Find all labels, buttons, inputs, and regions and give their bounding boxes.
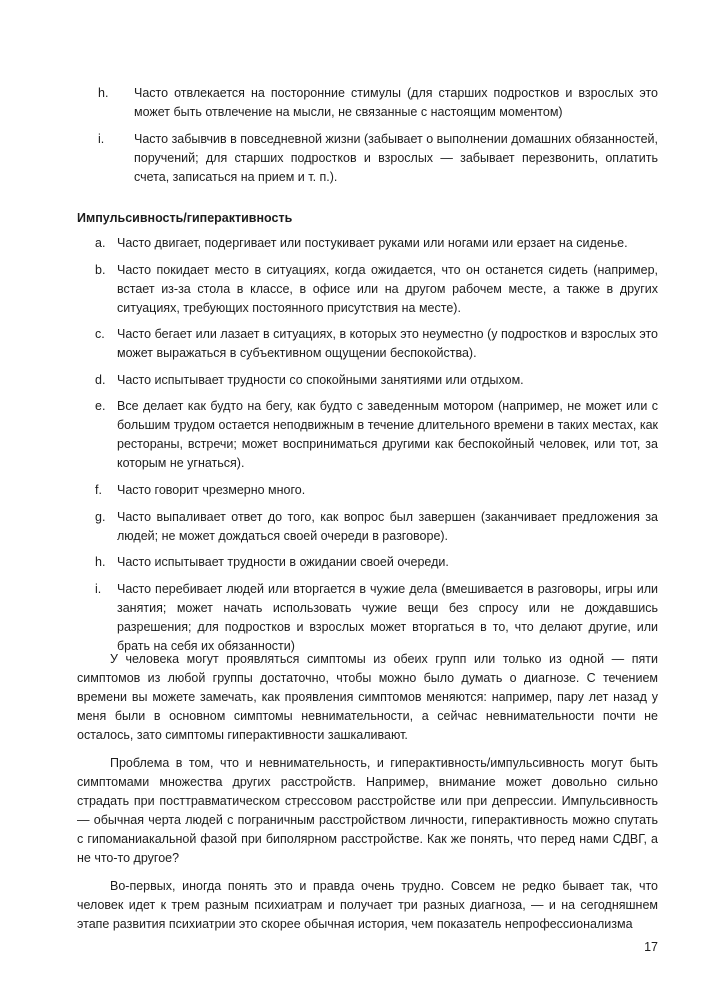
list-marker: d.	[95, 372, 106, 387]
list-marker: i.	[98, 132, 105, 146]
list-item-text: Часто двигает, подергивает или постукивает руками или ногами или ерзает на сиденье.	[117, 236, 628, 250]
list-marker: h.	[95, 555, 106, 570]
list-marker: i.	[95, 581, 102, 596]
list-marker: h.	[98, 86, 109, 100]
list-item-text: Часто испытывает трудности со спокойными занятиями или отдыхом.	[117, 372, 524, 387]
page-number: 17	[644, 940, 658, 954]
list-item-text: Часто забывчив в повседневной жизни (забывает о выполнении домашних обязанностей, поручений; для старших подростков и взрослых — забывает перезвонить, оплатить счета, записаться на прием и т. п.).	[134, 132, 658, 184]
list-item	[95, 325, 658, 363]
list-item	[95, 553, 658, 572]
body-text	[77, 650, 658, 943]
paragraph: У человека могут проявляться симптомы из обеих групп или только из одной — пяти симптомов из любой группы достаточно, чтобы можно было думать о диагнозе. С течением времени вы можете замечать, как проявления симптомов меняются: например, пару лет назад у меня были в основном симптомы невнимательности, а сейчас невнимательности почти не осталось, зато симптомы гиперактивности зашкаливают.	[77, 652, 658, 742]
list-item	[95, 261, 658, 318]
list-item-text: Все делает как будто на бегу, как будто с заведенным мотором (например, не может или с большим трудом остается неподвижным в течение длительного времени в таких местах, как рестораны, встречи; может восприниматься другими как беспокойный человек, или тот, за которым не угнаться).	[117, 399, 658, 471]
list-item-text: Часто покидает место в ситуациях, когда ожидается, что он останется сидеть (например, встает из-за стола в классе, в офисе или на другом рабочем месте, а также в других ситуациях, требующих постоянного присутствия на месте).	[117, 262, 658, 315]
list-item	[95, 580, 658, 656]
list-marker: c.	[95, 327, 105, 342]
list-marker: b.	[95, 262, 106, 277]
list-item-text: Часто бегает или лазает в ситуациях, в которых это неуместно (у подростков и взрослых это может выражаться в субъективном ощущении беспокойства).	[117, 327, 658, 361]
list-marker: a.	[95, 236, 106, 250]
list-item-text: Часто перебивает людей или вторгается в чужие дела (вмешивается в разговоры, игры или занятия; может начать использовать чужие вещи без спросу или не дождавшись разрешения; для подростков и взрослых может вторгаться в то, что делают другие, или брать на себя их обязанности)	[117, 581, 658, 653]
section-heading: Импульсивность/гиперактивность	[77, 211, 293, 225]
paragraph: Проблема в том, что и невнимательность, и гиперактивность/импульсивность могут быть симптомами множества других расстройств. Например, внимание может довольно сильно страдать при посттравматическом стрессовом расстройстве или при депрессии. Импульсивность — обычная черта людей с пограничным расстройством личности, гиперактивность можно спутать с гипоманиакальной фазой при биполярном расстройстве. Как же понять, что перед нами СДВГ, а не что-то другое?	[77, 756, 658, 865]
list-item	[95, 397, 658, 473]
list-item	[95, 234, 658, 253]
list-item	[95, 481, 658, 500]
paragraph: Во-первых, иногда понять это и правда очень трудно. Совсем не редко бывает так, что человек идет к трем разным психиатрам и получает три разных диагноза, — и на сегодняшнем этапе развития психиатрии это скорее обычная история, чем показатель непрофессионализма	[77, 879, 658, 931]
list-item	[98, 130, 658, 187]
list-item-text: Часто говорит чрезмерно много.	[117, 482, 306, 497]
impulsivity-list	[95, 234, 658, 663]
list-item-text: Часто испытывает трудности в ожидании своей очереди.	[117, 555, 449, 570]
list-item	[95, 371, 658, 390]
list-item	[95, 508, 658, 546]
list-item-text: Часто выпаливает ответ до того, как вопрос был завершен (заканчивает предложения за людей; не может дождаться своей очереди в разговоре).	[117, 509, 658, 543]
list-item-text: Часто отвлекается на посторонние стимулы (для старших подростков и взрослых это может быть отвлечение на мысли, не связанные с настоящим моментом)	[134, 86, 658, 119]
list-marker: f.	[95, 482, 102, 497]
inattention-list-continued	[98, 84, 658, 195]
list-marker: g.	[95, 509, 106, 524]
list-item	[98, 84, 658, 122]
list-marker: e.	[95, 399, 106, 414]
